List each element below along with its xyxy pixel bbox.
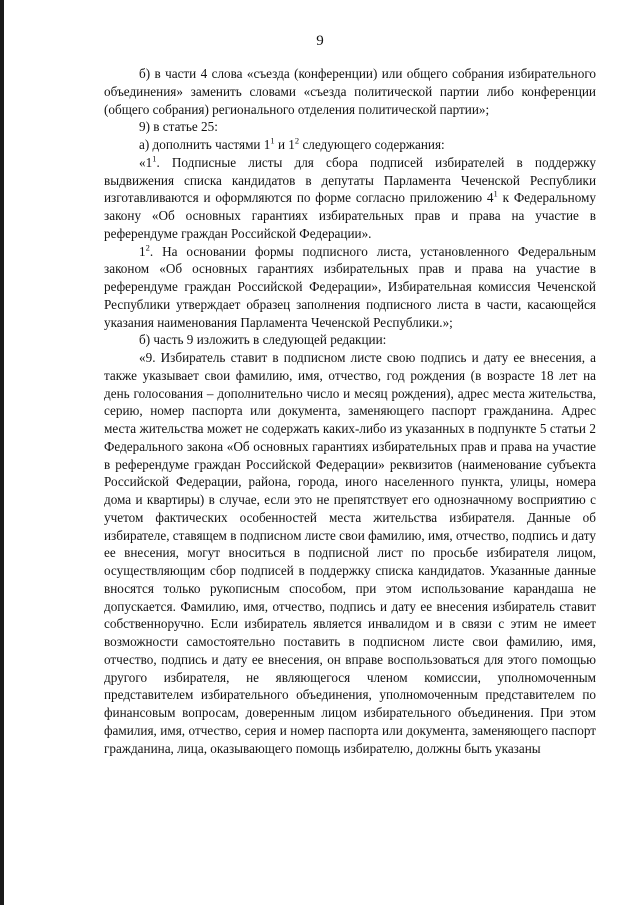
text-run: б) часть 9 изложить в следующей редакции: <box>139 332 387 348</box>
paragraph-9a <box>104 136 596 154</box>
text-run: и 1 <box>274 137 295 152</box>
text-run: б) в части 4 слова «съезда (конференции) или общего собрания избирательного объединения» заменить словами «съезда политической партии либо конференции (общего собрания) регионального отделения политической партии»; <box>104 66 596 117</box>
superscript: 1 <box>152 153 157 164</box>
paragraph-9b <box>104 331 596 349</box>
document-body <box>104 65 596 757</box>
text-run: «9. Избиратель ставит в подписном листе свою подпись и дату ее внесения, а также указывает свои фамилию, имя, отчество, год рождения (в возрасте 18 лет на день голосования – дополнительно число и месяц рождения), адрес места жительства, серию, номер паспорта или документа, заменяющего паспорт гражданина. Адрес места жительства может не содержать каких-либо из указанных в подпункте 5 статьи 2 Федерального закона «Об основных гарантиях избирательных прав и права на участие в референдуме граждан Российской Федерации» реквизитов (наименование субъекта Российской Федерации, района, города, иного населенного пункта, улицы, номера дома и квартиры) в случае, если это не препятствует его однозначному восприятию с учетом фактических особенностей места жительства избирателя. Данные об избирателе, ставящем в подписном листе свои фамилию, имя, отчество, подпись и дату ее внесения, могут вноситься в подписной лист по просьбе избирателя лицом, осуществляющим сбор подписей в поддержку списка кандидатов. Указанные данные вносятся только рукописным способом, при этом использование карандаша не допускается. Фамилию, имя, отчество, подпись и дату ее внесения избиратель ставит собственноручно. Если избиратель является инвалидом и в связи с этим не имеет возможности самостоятельно поставить в подписном листе свои фамилию, имя, отчество, подпись и дату ее внесения, он вправе воспользоваться для этого помощью другого избирателя, не являющегося членом комиссии, уполномоченным представителем избирательного объединения, уполномоченным представителем по финансовым вопросам, доверенным лицом избирательного объединения. При этом фамилия, имя, отчество, серия и номер паспорта или документа, заменяющего паспорт гражданина, лица, оказывающего помощь избирателю, должны быть указаны <box>104 350 596 756</box>
superscript: 2 <box>294 135 300 146</box>
text-run: а) дополнить частями 1 <box>139 137 271 152</box>
text-run: 1 <box>139 243 146 259</box>
paragraph-part-1-1 <box>104 154 596 243</box>
text-run: . На основании формы подписного листа, установленного Федеральным законом «Об основных гарантиях избирательных прав и права на участие в референдуме граждан Российской Федерации», Избирательная комиссия Чеченской Республики утверждает образец заполнения подписного листа в части, касающейся указания наименования Парламента Чеченской Республики.»; <box>104 243 596 330</box>
text-run: «1 <box>139 154 153 170</box>
paragraph-item-9 <box>104 118 596 136</box>
superscript: 2 <box>145 242 150 253</box>
paragraph-8b <box>104 65 596 118</box>
text-run: . Подписные листы для сбора подписей избирателей в поддержку выдвижения списка кандидатов в депутаты Парламента Чеченской Республики изготавливаются и оформляются по форме согласно приложению 4 <box>104 154 596 206</box>
superscript: 1 <box>493 188 498 199</box>
scan-edge <box>0 0 4 905</box>
page-number: 9 <box>316 33 324 49</box>
text-run: 9) в статье 25: <box>139 119 218 135</box>
superscript: 1 <box>270 135 275 146</box>
paragraph-part-9 <box>104 349 596 757</box>
text-run: следующего содержания: <box>299 137 445 152</box>
text-run: к Федеральному закону «Об основных гарантиях избирательных прав и права на участие в референдуме граждан Российской Федерации». <box>104 190 596 241</box>
paragraph-part-1-2 <box>104 243 596 332</box>
